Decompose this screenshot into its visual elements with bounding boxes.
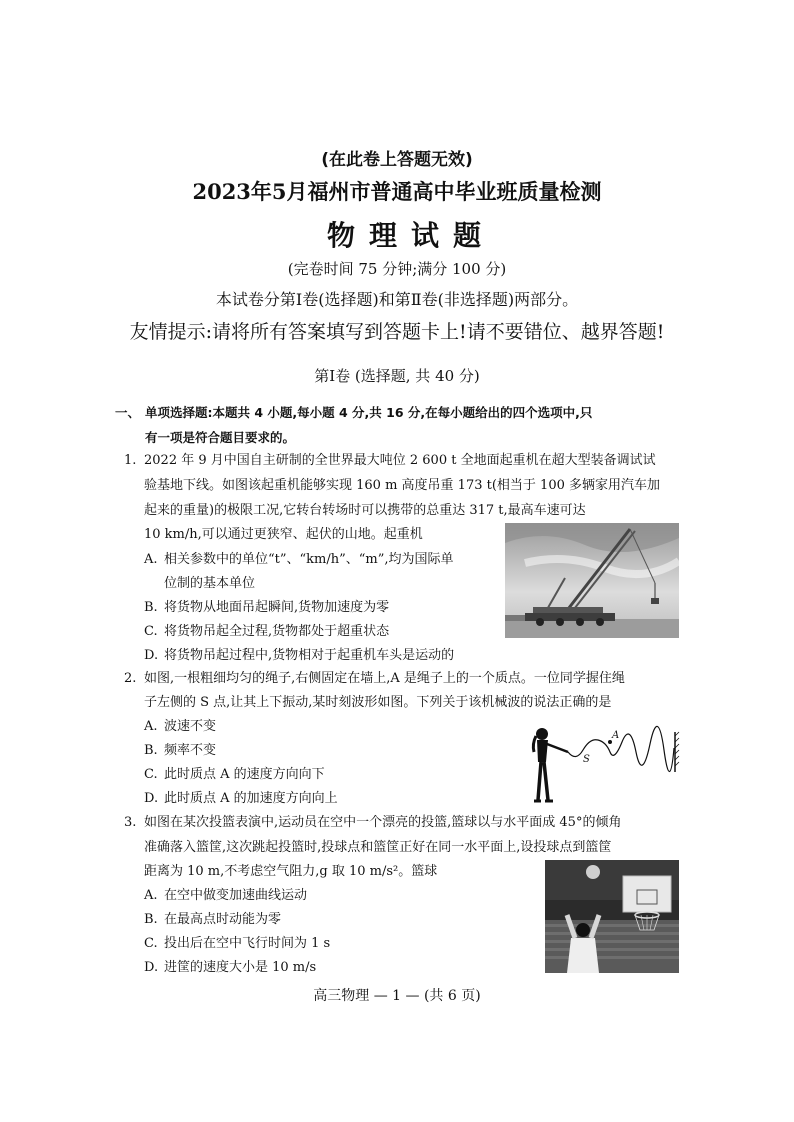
section-title-line: 单项选择题:本题共 4 小题,每小题 4 分,共 16 分,在每小题给出的四个选项中,只: [145, 405, 593, 420]
question-1-line: 验基地下线。如图该起重机能够实现 160 m 高度吊重 173 t(相当于 100 多辆家用汽车加: [144, 478, 660, 493]
question-1-option-c: C. 将货物吊起全过程,货物都处于超重状态: [144, 624, 390, 639]
basketball-photo: [545, 860, 679, 973]
crane-photo-drawing: [505, 523, 679, 638]
question-2-line: 子左侧的 S 点,让其上下振动,某时刻波形如图。下列关于该机械波的说法正确的是: [144, 695, 612, 710]
question-3-option-d: D. 进筐的速度大小是 10 m/s: [144, 960, 317, 975]
subject-title: 物理试题: [326, 219, 495, 252]
question-3-option-c: C. 投出后在空中飞行时间为 1 s: [144, 936, 331, 951]
question-3-line: 准确落入篮筐,这次跳起投篮时,投球点和篮筐正好在同一水平面上,设投球点到篮筐: [144, 840, 612, 855]
question-2-option-d: D. 此时质点 A 的加速度方向向上: [144, 791, 338, 806]
question-1-line: 2022 年 9 月中国自主研制的全世界最大吨位 2 600 t 全地面起重机在超大型装备调试试: [144, 453, 656, 468]
section-number: 一、: [115, 405, 141, 420]
question-2-option-c: C. 此时质点 A 的速度方向向下: [144, 767, 325, 782]
crane-photo: [505, 523, 679, 638]
friendly-reminder: 友情提示:请将所有答案填写到答题卡上!请不要错位、越界答题!: [129, 321, 665, 343]
question-3-option-a: A. 在空中做变加速曲线运动: [144, 888, 308, 903]
exam-title: 2023年5月福州市普通高中毕业班质量检测: [192, 179, 602, 204]
question-3-option-b: B. 在最高点时动能为零: [144, 912, 282, 927]
question-3-line: 如图在某次投篮表演中,运动员在空中一个漂亮的投篮,篮球以与水平面成 45°的倾角: [144, 815, 622, 830]
question-2-option-b: B. 频率不变: [144, 743, 217, 758]
rope-wave-figure: [528, 722, 680, 804]
page-footer: 高三物理 — 1 — (共 6 页): [313, 988, 481, 1004]
section-heading: [117, 400, 679, 450]
point-a-label: A: [612, 730, 620, 741]
question-number: 2.: [124, 671, 137, 686]
question-1-option-a-continued: 位制的基本单位: [164, 576, 256, 591]
question-1-option-d: D. 将货物吊起过程中,货物相对于起重机车头是运动的: [144, 648, 455, 663]
question-3-line: 距离为 10 m,不考虑空气阻力,g 取 10 m/s²。篮球: [144, 864, 438, 879]
question-1-option-a: A. 相关参数中的单位“t”、“km/h”、“m”,均为国际单: [144, 552, 454, 567]
question-number: 3.: [124, 815, 137, 830]
point-s-label: S: [583, 754, 590, 765]
question-1-line: 起来的重量)的极限工况,它转台转场时可以携带的总重达 317 t,最高车速可达: [144, 503, 586, 518]
section-title-line: 有一项是符合题目要求的。: [145, 430, 296, 445]
invalid-answer-notice: (在此卷上答题无效): [321, 150, 473, 170]
part-one-heading: 第Ⅰ卷 (选择题, 共 40 分): [314, 367, 480, 385]
question-2-option-a: A. 波速不变: [144, 719, 217, 734]
question-2-line: 如图,一根粗细均匀的绳子,右侧固定在墙上,A 是绳子上的一个质点。一位同学握住绳: [144, 671, 625, 686]
exam-duration: (完卷时间 75 分钟;满分 100 分): [287, 260, 507, 278]
rope-wave-drawing: [528, 722, 680, 804]
question-1-line: 10 km/h,可以通过更狭窄、起伏的山地。起重机: [144, 527, 423, 542]
basketball-photo-drawing: [545, 860, 679, 973]
question-1-option-b: B. 将货物从地面吊起瞬间,货物加速度为零: [144, 600, 390, 615]
paper-composition: 本试卷分第Ⅰ卷(选择题)和第Ⅱ卷(非选择题)两部分。: [215, 290, 579, 309]
question-number: 1.: [124, 453, 137, 468]
